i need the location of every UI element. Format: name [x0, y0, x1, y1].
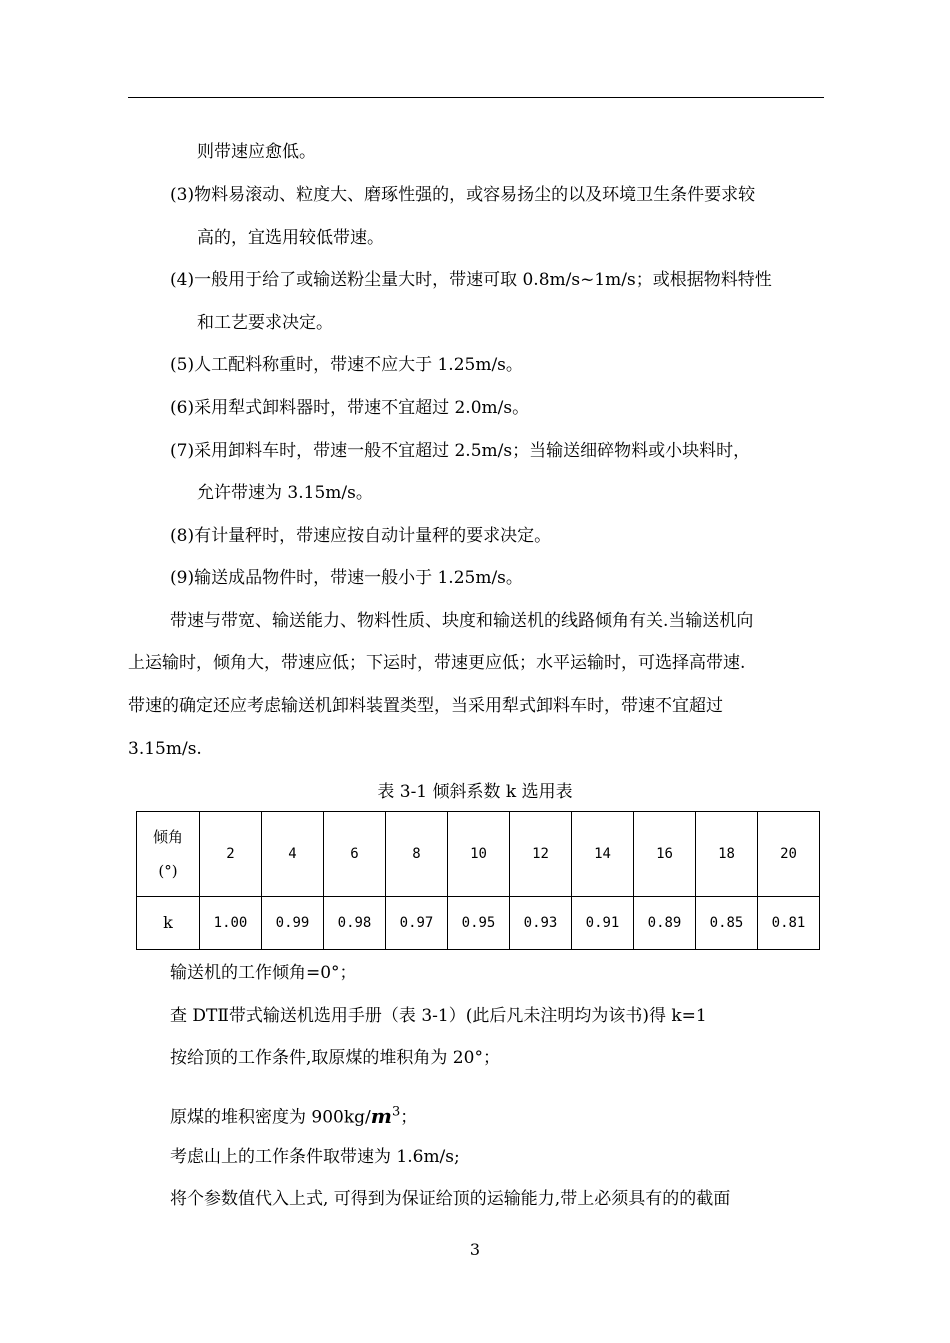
tilt-coefficient-table — [136, 811, 820, 950]
list-item-3-cont: 高的，宜选用较低带速。 — [197, 228, 384, 248]
list-item-9: (9)输送成品物件时，带速一般小于 1.25m/s。 — [170, 568, 523, 588]
angle-cell: 18 — [696, 812, 758, 897]
k-value-cell: 0.93 — [510, 897, 572, 950]
table-row — [137, 897, 820, 950]
density-text: 原煤的堆积密度为 900kg/ — [170, 1107, 371, 1128]
header-label: 倾角 — [152, 828, 183, 846]
header-unit: (°) — [158, 862, 178, 880]
page-number: 3 — [469, 1240, 481, 1259]
paragraph-line: 查 DTⅡ带式输送机选用手册（表 3-1）(此后凡未注明均为该书)得 k=1 — [170, 1006, 707, 1026]
k-value-cell: 0.98 — [324, 897, 386, 950]
angle-cell: 8 — [386, 812, 448, 897]
paragraph-line: 3.15m/s. — [128, 739, 202, 759]
density-line — [170, 1101, 417, 1129]
list-item-8: (8)有计量秤时，带速应按自动计量秤的要求决定。 — [170, 526, 552, 546]
paragraph-line: 输送机的工作倾角=0°； — [170, 963, 357, 983]
paragraph-line: 考虑山上的工作条件取带速为 1.6m/s; — [170, 1147, 460, 1167]
density-end: ； — [400, 1107, 418, 1128]
angle-cell: 2 — [200, 812, 262, 897]
k-value-cell: 0.99 — [262, 897, 324, 950]
angle-cell: 14 — [572, 812, 634, 897]
angle-cell: 6 — [324, 812, 386, 897]
paragraph-line: 带速与带宽、输送能力、物料性质、块度和输送机的线路倾角有关.当输送机向 — [170, 611, 754, 631]
paragraph-line: 带速的确定还应考虑输送机卸料装置类型，当采用犁式卸料车时，带速不宜超过 — [128, 696, 723, 716]
k-value-cell: 0.95 — [448, 897, 510, 950]
k-value-cell: 1.00 — [200, 897, 262, 950]
list-item-7-cont: 允许带速为 3.15m/s。 — [197, 483, 373, 503]
paragraph-line: 则带速应愈低。 — [197, 142, 316, 162]
list-item-4: (4)一般用于给了或输送粉尘量大时，带速可取 0.8m/s~1m/s；或根据物料特性 — [170, 270, 772, 290]
angle-cell: 20 — [758, 812, 820, 897]
angle-cell: 4 — [262, 812, 324, 897]
k-value-cell: 0.97 — [386, 897, 448, 950]
unit-m-cubed: $m^3$ — [370, 1103, 401, 1128]
table-caption: 表 3-1 倾斜系数 k 选用表 — [377, 782, 573, 802]
header-rule — [128, 97, 824, 98]
list-item-7: (7)采用卸料车时，带速一般不宜超过 2.5m/s；当输送细碎物料或小块料时， — [170, 441, 751, 461]
k-value-cell: 0.81 — [758, 897, 820, 950]
list-item-4-cont: 和工艺要求决定。 — [197, 313, 333, 333]
k-value-cell: 0.91 — [572, 897, 634, 950]
angle-cell: 10 — [448, 812, 510, 897]
angle-cell: 16 — [634, 812, 696, 897]
table-row — [137, 812, 820, 897]
list-item-5: (5)人工配料称重时，带速不应大于 1.25m/s。 — [170, 355, 523, 375]
k-label-cell: k — [137, 897, 200, 950]
list-item-3: (3)物料易滚动、粒度大、磨琢性强的，或容易扬尘的以及环境卫生条件要求较 — [170, 185, 756, 205]
table-header-cell — [137, 812, 200, 897]
list-item-6: (6)采用犁式卸料器时，带速不宜超过 2.0m/s。 — [170, 398, 530, 418]
k-value-cell: 0.89 — [634, 897, 696, 950]
paragraph-line: 将个参数值代入上式, 可得到为保证给顶的运输能力,带上必须具有的的截面 — [170, 1189, 731, 1209]
k-value-cell: 0.85 — [696, 897, 758, 950]
paragraph-line: 按给顶的工作条件,取原煤的堆积角为 20°； — [170, 1048, 500, 1068]
angle-cell: 12 — [510, 812, 572, 897]
paragraph-line: 上运输时，倾角大，带速应低；下运时，带速更应低；水平运输时，可选择高带速. — [128, 653, 746, 673]
